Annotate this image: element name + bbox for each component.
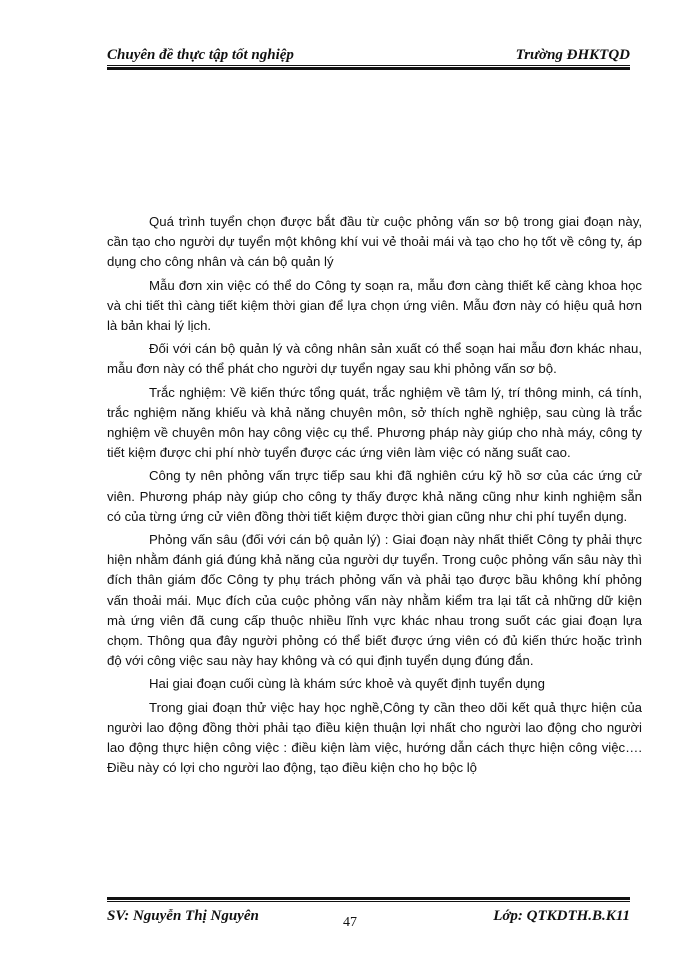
body-paragraph: Trong giai đoạn thử việc hay học nghề,Công ty cần theo dõi kết quả thực hiện của người lao động đồng thời phải tạo điều kiện thuận lợi nhất cho người lao động cho người lao động thực hiện công việc : điều kiện làm việc, hướng dẫn cách thực hiện công việc…. Điều này có lợi cho người lao động, tạo điều kiện cho họ bộc lộ xyxy=(107,699,642,776)
body-paragraph: Phỏng vấn sâu (đối với cán bộ quản lý) : Giai đoạn này nhất thiết Công ty phải thực hiện nhằm đánh giá đúng khả năng của người dự tuyển. Trong cuộc phỏng vấn sâu này thì đích thân giám đốc Công ty phụ trách phỏng vấn và phải tạo được bầu không khí phỏng vấn thoải mái. Mục đích của cuộc phỏng vấn này nhằm kiểm tra lại tất cả những dữ kiện mà ứng viên đã cung cấp thuộc nhiều lĩnh vực khác nhau trong suốt các giai đoạn lựa chọm. Thông qua đây người phỏng có thể biết được ứng viên có đủ kiến thức hoặc trình độ với công việc sau này hay không và có qui định tuyển dụng đúng đắn. xyxy=(107,532,642,669)
footer-student-name: SV: Nguyễn Thị Nguyên xyxy=(107,907,259,924)
footer-class-code: Lớp: QTKDTH.B.K11 xyxy=(493,907,630,924)
footer-rule xyxy=(107,897,630,902)
header-document-title: Chuyên đề thực tập tốt nghiệp xyxy=(107,47,294,63)
header-rule xyxy=(107,65,630,70)
body-paragraph: Quá trình tuyển chọn được bắt đầu từ cuộc phỏng vấn sơ bộ trong giai đoạn này, cần tạo cho người dự tuyển một không khí vui vẻ thoải mái và tạo cho họ tốt về công ty, áp dụng cho công nhân và cán bộ quản lý xyxy=(107,214,642,270)
body-paragraph: Công ty nên phỏng vấn trực tiếp sau khi đã nghiên cứu kỹ hồ sơ của các ứng cử viên. Phương pháp này giúp cho công ty thấy được khả năng cũng như kinh nghiệm sẵn có của từng ứng cử viên đồng thời tiết kiệm được thời gian cũng như chi phí tuyển dụng. xyxy=(107,468,642,524)
body-paragraph: Đối với cán bộ quản lý và công nhân sản xuất có thể soạn hai mẫu đơn khác nhau, mẫu đơn này có thể phát cho người dự tuyển ngay sau khi phỏng vấn sơ bộ. xyxy=(107,341,642,377)
header-school-name: Trường ĐHKTQD xyxy=(515,47,630,63)
body-paragraph: Mẫu đơn xin việc có thể do Công ty soạn ra, mẫu đơn càng thiết kế càng khoa học và chi tiết thì càng tiết kiệm thời gian để lựa chọn ứng viên. Mẫu đơn này có hiệu quả hơn là bản khai lý lịch. xyxy=(107,277,642,334)
document-body xyxy=(107,212,642,781)
body-paragraph: Hai giai đoạn cuối cùng là khám sức khoẻ và quyết định tuyển dụng xyxy=(149,676,545,692)
page-number: 47 xyxy=(343,915,357,930)
page-header xyxy=(107,40,630,64)
body-paragraph: Trắc nghiệm: Về kiến thức tổng quát, trắc nghiệm về tâm lý, trí thông minh, cá tính, trắc nghiệm năng khiếu và khả năng chuyên môn, sở thích nghề nghiệp, sau cùng là trắc nghiệm về chuyên môn hay công việc cụ thể. Phương pháp này giúp cho nhà máy, công ty tiết kiệm được chi phí nhờ tuyển được các ứng viên làm việc có năng suất cao. xyxy=(107,384,642,461)
